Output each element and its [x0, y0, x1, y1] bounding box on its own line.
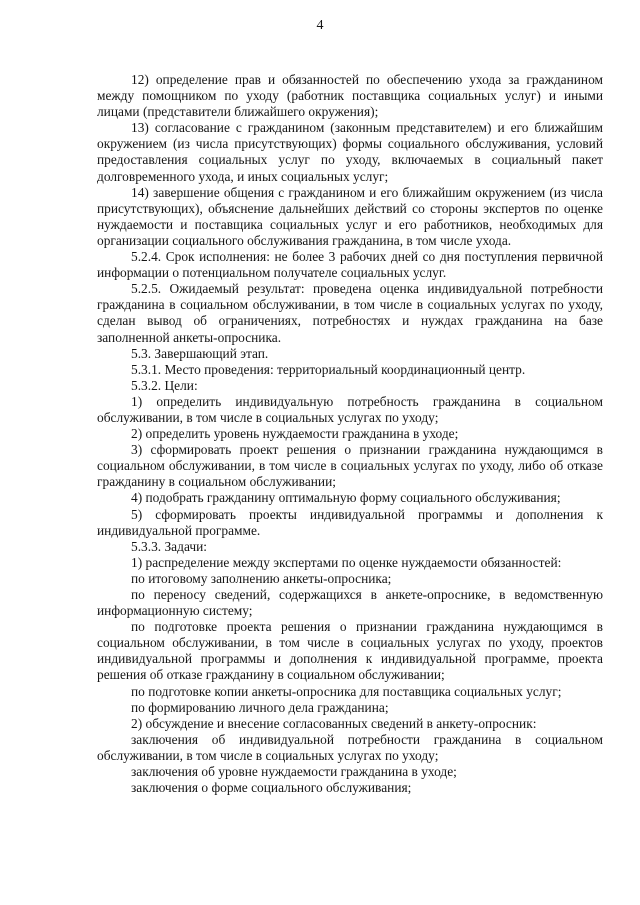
document-body — [97, 72, 603, 796]
list-item: 3) сформировать проект решения о признании гражданина нуждающимся в социальном обслуживании, в том числе в социальных услугах по уходу, либо об отказе гражданину в социальном обслуживании; — [97, 442, 603, 490]
paragraph: 5.3.1. Место проведения: территориальный координационный центр. — [131, 361, 526, 377]
paragraph: 12) определение прав и обязанностей по обеспечению ухода за гражданином между помощником по уходу (работник поставщика социальных услуг) и иными лицами (представители ближайшего окружения); — [97, 72, 603, 120]
list-item: 2) определить уровень нуждаемости гражданина в уходе; — [131, 426, 459, 442]
paragraph: 13) согласование с гражданином (законным представителем) и его ближайшим окружением (из числа присутствующих) формы социального обслуживания, условий предоставления социальных услуг по уходу, включаемых в социальный пакет долговременного ухода, и иных социальных услуг; — [97, 120, 603, 184]
paragraph: 5.2.4. Срок исполнения: не более 3 рабочих дней со дня поступления первичной информации о потенциальном получателе социальных услуг. — [97, 249, 603, 281]
list-item: заключения о форме социального обслуживания; — [131, 780, 412, 796]
list-item: по формированию личного дела гражданина; — [131, 699, 389, 715]
list-item: 4) подобрать гражданину оптимальную форму социального обслуживания; — [131, 490, 561, 506]
section-heading: 5.3. Завершающий этап. — [131, 345, 269, 361]
list-item: по переносу сведений, содержащихся в анкете-опроснике, в ведомственную информационную систему; — [97, 587, 603, 619]
list-item: 2) обсуждение и внесение согласованных сведений в анкету-опросник: — [131, 715, 537, 731]
list-item: 1) распределение между экспертами по оценке нуждаемости обязанностей: — [131, 554, 562, 570]
list-item: по итоговому заполнению анкеты-опросника; — [131, 570, 392, 586]
paragraph: 5.2.5. Ожидаемый результат: проведена оценка индивидуальной потребности гражданина в социальном обслуживании, в том числе в социальных услугах по уходу, сделан вывод об ограничениях, потребностях и нуждах гражданина на базе заполненной анкеты-опросника. — [97, 281, 603, 345]
page-number: 4 — [316, 18, 324, 33]
paragraph: 14) завершение общения с гражданином и его ближайшим окружением (из числа присутствующих), объяснение дальнейших действий со стороны экспертов по оценке нуждаемости и поставщика социальных услуг и его работников, необходимых для организации социального обслуживания гражданина, в том числе ухода. — [97, 184, 603, 248]
list-item: заключения об уровне нуждаемости гражданина в уходе; — [131, 764, 457, 780]
list-item: 5) сформировать проекты индивидуальной программы и дополнения к индивидуальной программе. — [97, 506, 603, 538]
list-item: 1) определить индивидуальную потребность гражданина в социальном обслуживании, в том числе в социальных услугах по уходу; — [97, 393, 603, 425]
list-item: по подготовке проекта решения о признании гражданина нуждающимся в социальном обслуживании, в том числе в социальных услугах по уходу, проектов индивидуальной программы и дополнения к индивидуальной программе, проекта решения об отказе гражданину в социальном обслуживании; — [97, 619, 603, 683]
list-item: заключения об индивидуальной потребности гражданина в социальном обслуживании, в том числе в социальных услугах по уходу; — [97, 731, 603, 763]
list-item: по подготовке копии анкеты-опросника для поставщика социальных услуг; — [131, 683, 562, 699]
subsection-heading: 5.3.2. Цели: — [131, 377, 198, 393]
subsection-heading: 5.3.3. Задачи: — [131, 538, 207, 554]
